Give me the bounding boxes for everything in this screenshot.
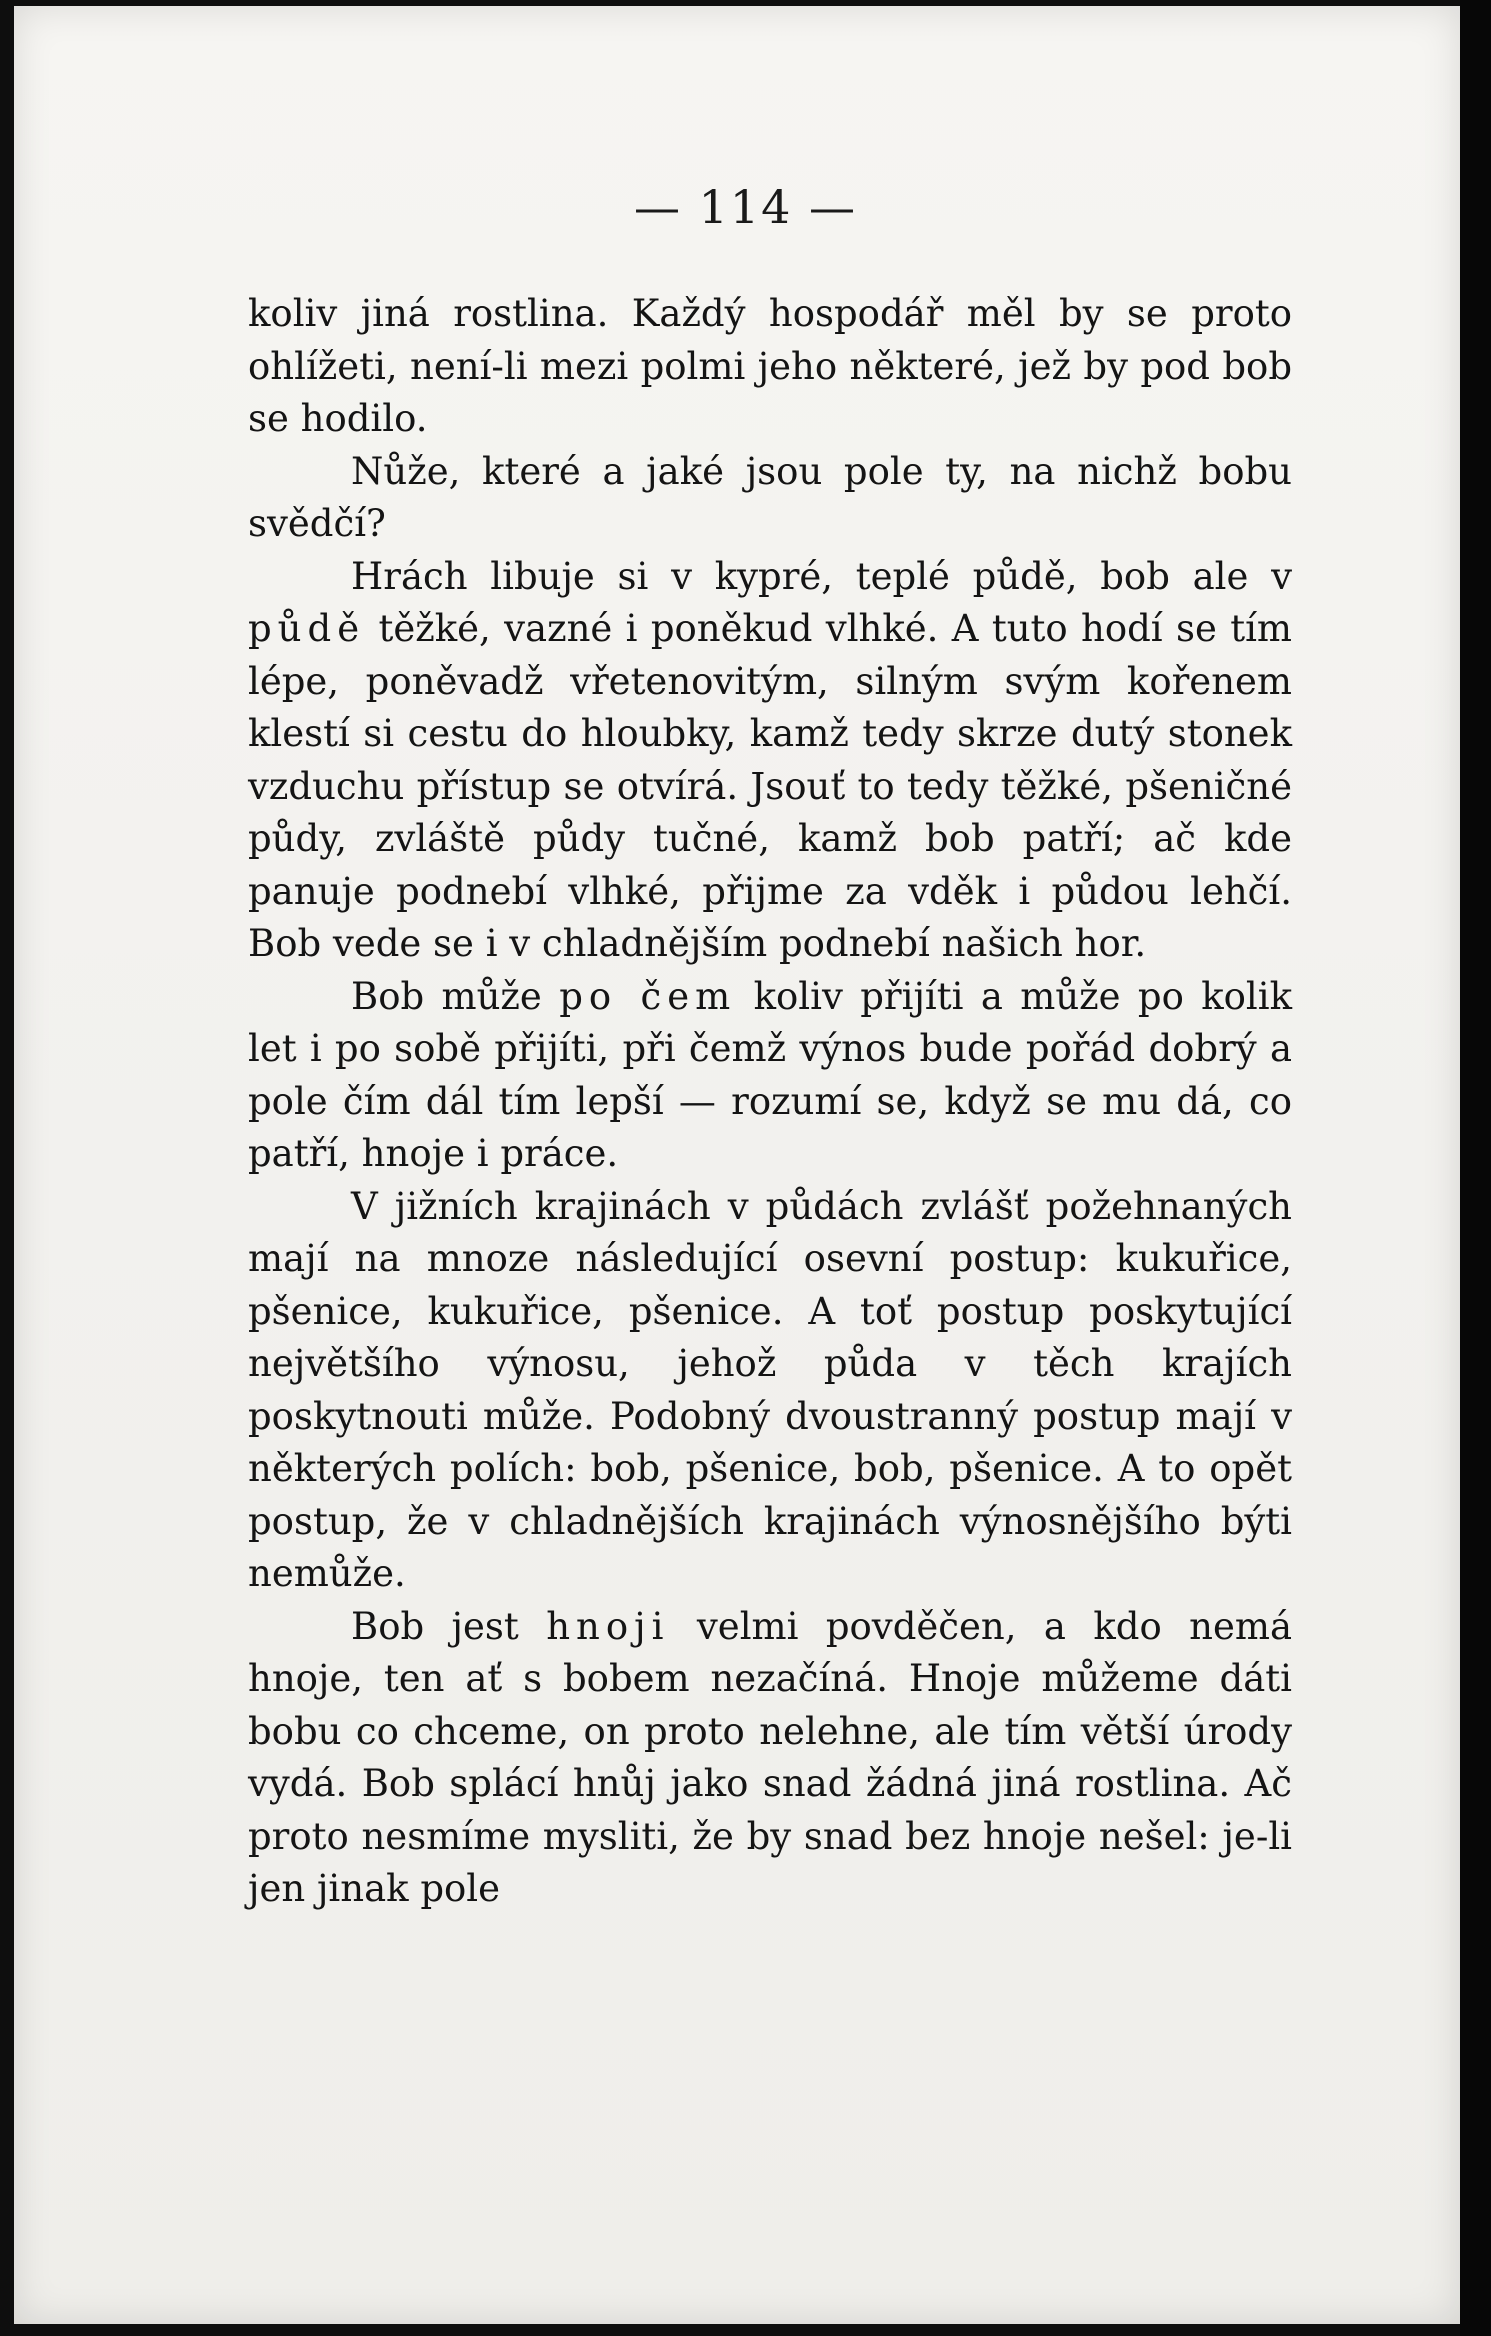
paragraph-3-rest: těžké, vazné i poněkud vlhké. A tuto hodí se tím lépe, poněvadž vřetenovitým, silným svým kořenem klestí si cestu do hloubky, kamž tedy skrze dutý stonek vzduchu přístup se otvírá. Jsouť to tedy těžké, pšeničné půdy, zvláště půdy tučné, kamž bob patří; ač kde panuje podnebí vlhké, přijme za vděk i půdou lehčí. Bob vede se i v chladnějším podnebí našich hor.: [248, 607, 1292, 965]
paragraph-4: [248, 971, 1292, 1181]
paragraph-4-rest: koliv přijíti a může po kolik let i po sobě přijíti, při čemž výnos bude pořád dobrý a pole čím dál tím lepší — rozumí se, když se mu dá, co patří, hnoje i práce.: [248, 974, 1293, 1175]
paragraph-3: [248, 551, 1292, 971]
page-number: — 114 —: [633, 180, 858, 234]
paragraph-4-start: Bob může: [351, 974, 542, 1018]
paragraph-5: V jižních krajinách v půdách zvlášť požehnaných mají na mnoze následující osevní postup: kukuřice, pšenice, kukuřice, pšenice. A toť postup poskytující největšího výnosu, jehož půda v těch krajích poskytnouti může. Podobný dvoustranný postup mají v některých polích: bob, pšenice, bob, pšenice. A to opět postup, že v chladnějších krajinách výnosnějšího býti nemůže.: [248, 1184, 1292, 1595]
emphasis-hnoji: hnoji: [546, 1604, 670, 1648]
paragraph-1: koliv jiná rostlina. Každý hospodář měl by se proto ohlížeti, není-li mezi polmi jeho některé, jež by pod bob se hodilo.: [248, 292, 1292, 440]
emphasis-po-cem: po čem: [559, 974, 737, 1018]
paragraph-6-rest: velmi povděčen, a kdo nemá hnoje, ten ať s bobem nezačíná. Hnoje můžeme dáti bobu co chceme, on proto nelehne, ale tím větší úrody vydá. Bob splácí hnůj jako snad žádná jiná rostlina. Ač proto nesmíme mysliti, že by snad bez hnoje nešel: je-li jen jinak pole: [248, 1604, 1293, 1910]
scan-border: [1460, 0, 1491, 2336]
body-text: [248, 288, 1292, 1916]
paragraph-6: [248, 1601, 1292, 1916]
paragraph-6-start: Bob jest: [351, 1604, 519, 1648]
paragraph-2: Nůže, které a jaké jsou pole ty, na nichž bobu svědčí?: [248, 449, 1292, 545]
emphasis-pude: půdě: [248, 607, 366, 650]
paragraph-3-start: Hrách libuje si v kypré, teplé půdě, bob ale v: [351, 554, 1292, 598]
